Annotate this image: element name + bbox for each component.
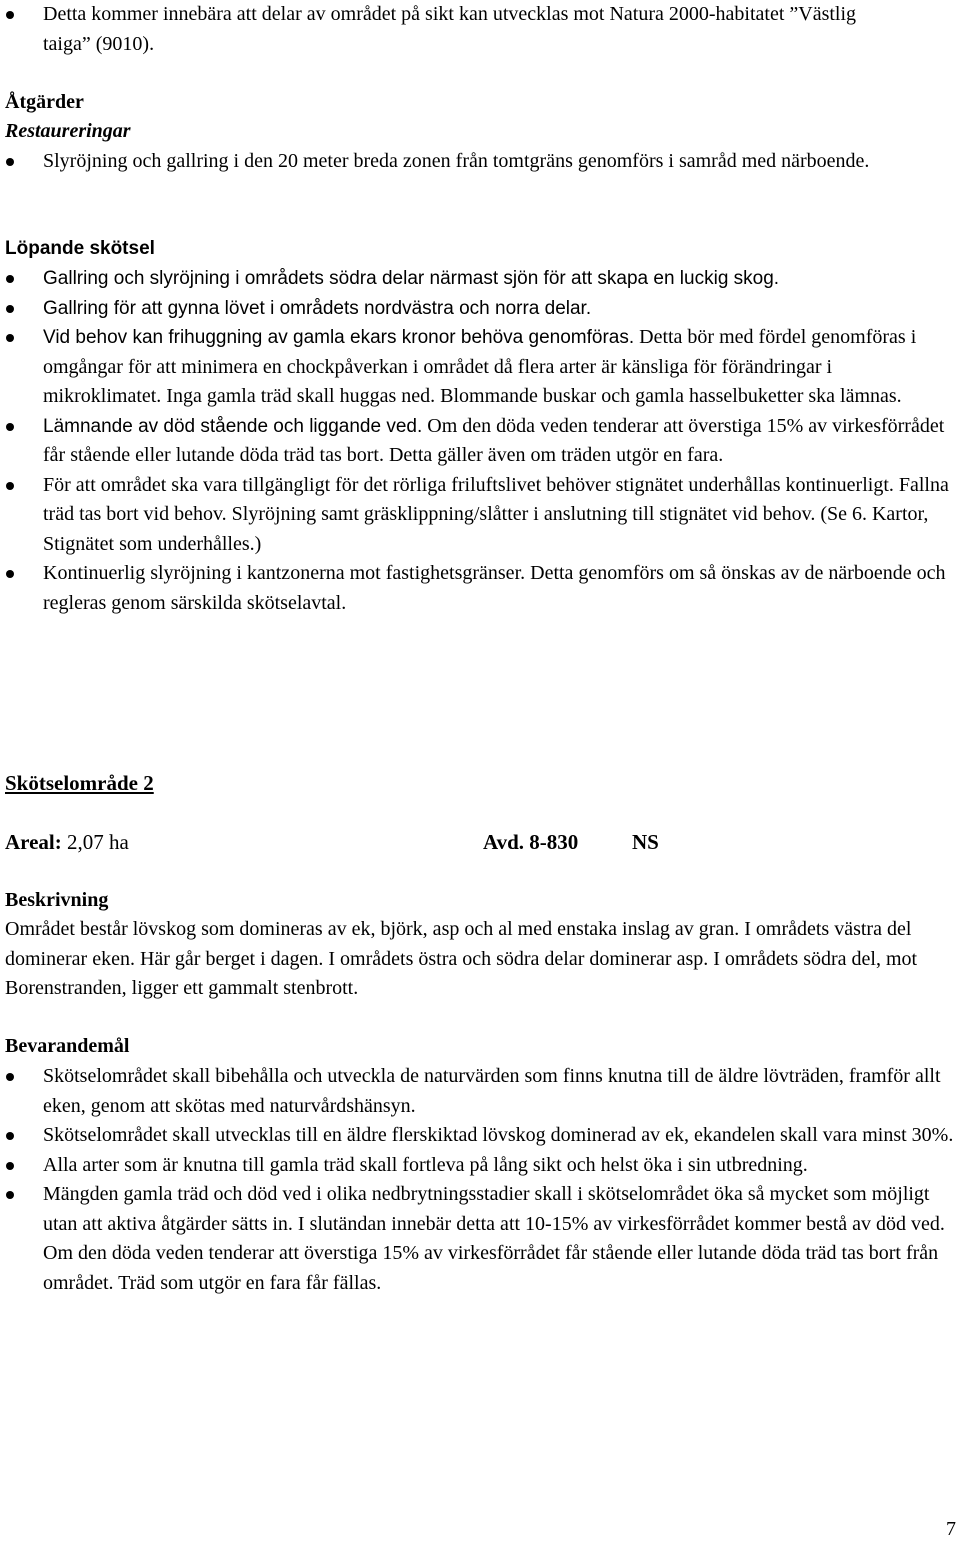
list-item-serif-part: Detta bör med fördel genomföras i omgångar för att minimera en chockpåverkan i området då flera arter är känsliga för förändringar i mikroklimatet. Inga gamla träd skall huggas ned. Blommande buskar och gamla hasselbuketter ska lämnas.	[43, 326, 917, 407]
list-item-serif-part: Om den döda veden tenderar att överstiga 15% av virkesförrådet får stående eller lutande döda träd tas bort. Detta gäller även om träden utgör en fara.	[43, 414, 945, 466]
subheading-restaureringar: Restaureringar	[5, 120, 131, 142]
list-item: För att området ska vara tillgängligt för det rörliga friluftslivet behöver stignätet underhållas kontinuerligt. Fallna träd tas bort vid behov. Slyröjning samt gräsklippning/slåtter i anslutning till stignätet vid behov. (Se 6. Kartor, Stignätet som underhålles.)	[5, 471, 955, 560]
list-item: Slyröjning och gallring i den 20 meter breda zonen från tomtgräns genomförs i samråd med närboende.	[5, 147, 945, 177]
areal-row	[5, 828, 905, 858]
goals-list	[5, 1062, 955, 1298]
list-item: Mängden gamla träd och död ved i olika nedbrytningsstadier skall i skötselområdet öka så mycket som möjligt utan att aktiva åtgärder sätts in. I slutändan innebär detta att 10-15% av virkesförrådet kommer bestå av död ved. Om den döda veden tenderar att överstiga 15% av virkesförrådet får stående eller lutande döda träd tas bort från området. Träd som utgör en fara får fällas.	[5, 1180, 955, 1298]
description-paragraph: Området består lövskog som domineras av ek, björk, asp och al med enstaka inslag av gran. I områdets västra del dominerar eken. Här går berget i dagen. I områdets östra och södra delar dominerar asp. I områdets södra del, mot Borenstranden, ligger ett gammalt stenbrott.	[5, 918, 918, 999]
subheading-lopande-skotsel: Löpande skötsel	[5, 238, 155, 259]
section-heading-atgarder: Åtgärder	[5, 91, 84, 113]
list-item: Detta kommer innebära att delar av området på sikt kan utvecklas mot Natura 2000-habitatet ”Västlig taiga” (9010).	[5, 0, 905, 59]
list-item: Skötselområdet skall utvecklas till en äldre flerskiktad lövskog dominerad av ek, ekandelen skall vara minst 30%.	[5, 1121, 955, 1151]
list-item: Gallring och slyröjning i områdets södra delar närmast sjön för att skapa en luckig skog.	[5, 264, 955, 294]
areal-label: Areal:	[5, 830, 62, 854]
list-item	[5, 323, 955, 412]
restoration-list	[5, 147, 945, 177]
ns-label: NS	[632, 830, 659, 854]
intro-list	[5, 0, 905, 59]
list-item: Skötselområdet skall bibehålla och utveckla de naturvärden som finns knutna till de äldre lövträden, framför allt eken, genom att skötas med naturvårdshänsyn.	[5, 1062, 955, 1121]
avd-label: Avd. 8-830	[483, 830, 579, 854]
areal-value: 2,07 ha	[61, 830, 129, 854]
list-item-sans-part: Vid behov kan frihuggning av gamla ekars kronor behöva genomföras.	[43, 327, 635, 348]
subheading-bevarandemal: Bevarandemål	[5, 1035, 130, 1057]
maintenance-list	[5, 264, 955, 618]
subheading-beskrivning: Beskrivning	[5, 889, 109, 911]
list-item: Kontinuerlig slyröjning i kantzonerna mot fastighetsgränser. Detta genomförs om så önskas av de närboende och regleras genom särskilda skötselavtal.	[5, 559, 955, 618]
page-number: 7	[946, 1518, 956, 1540]
list-item	[5, 412, 955, 471]
list-item-sans-part: Lämnande av död stående och liggande ved.	[43, 415, 423, 437]
section-title-skotselomrade-2: Skötselområde 2	[5, 771, 154, 795]
list-item: Gallring för att gynna lövet i områdets nordvästra och norra delar.	[5, 294, 955, 324]
list-item: Alla arter som är knutna till gamla träd skall fortleva på lång sikt och helst öka i sin utbredning.	[5, 1151, 955, 1181]
